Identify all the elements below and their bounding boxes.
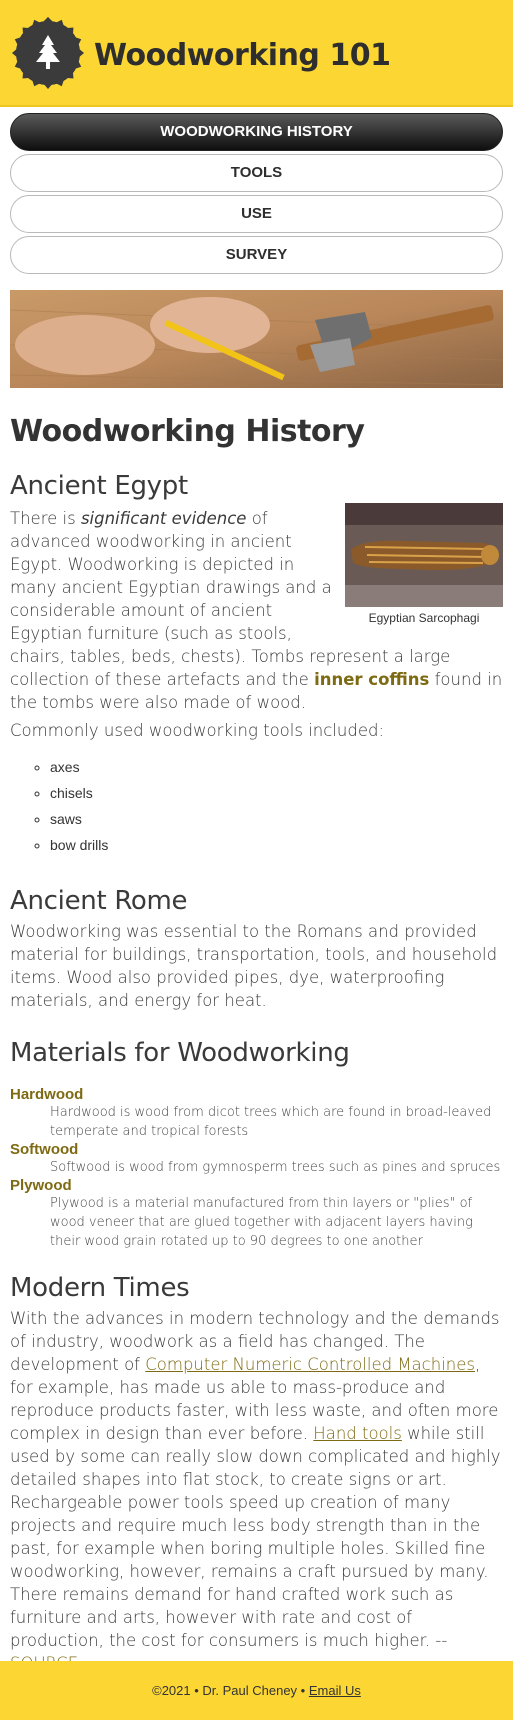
list-item: ◦ chisels <box>50 780 503 806</box>
modern-paragraph <box>10 1307 503 1675</box>
section-heading-ancient-rome: Ancient Rome <box>10 886 188 916</box>
modern-text-3: while still used by some can really slow down complicated and highly detailed shapes into flat stock, to create signs or art. Rechargeable power tools speed up creation of many projects and require much less body strength than in the past, for example when boring multiple holes. Skilled fine woodworking, however, remains a craft pursued by many. There remains demand for hand crafted work such as furniture and arts, however with rate and cost of production, the cost for consumers is much higher. -- <box>10 1424 501 1650</box>
term-hardwood: Hardwood <box>10 1086 84 1103</box>
tools-list <box>50 754 503 858</box>
nav-button-tools[interactable]: TOOLS <box>10 154 503 192</box>
strong-inner-coffins: inner coffins <box>314 670 430 689</box>
desc-softwood: Softwood is wood from gymnosperm trees such as pines and spruces <box>50 1160 501 1175</box>
nav-button-use[interactable]: USE <box>10 195 503 233</box>
site-header <box>0 0 513 107</box>
sarcophagus-image <box>345 503 503 607</box>
email-us-link[interactable]: Email Us <box>308 1683 361 1698</box>
modern-text-1: With the advances in modern technology and the demands of industry, woodwork as a field has changed. The development of <box>10 1309 500 1374</box>
list-item: ◦ axes <box>50 754 503 780</box>
desc-hardwood: Hardwood is wood from dicot trees which are found in broad-leaved temperate and tropical forests <box>50 1105 492 1139</box>
section-heading-modern-times: Modern Times <box>10 1273 190 1303</box>
saw-blade-tree-icon[interactable] <box>10 15 86 91</box>
main-content <box>0 414 513 1675</box>
figure-caption: Egyptian Sarcophagi <box>368 611 480 625</box>
hand-tools-link[interactable]: Hand tools <box>313 1424 402 1443</box>
tools-intro: Commonly used woodworking tools included: <box>10 721 385 740</box>
egypt-text-1: There is <box>10 509 81 528</box>
list-item: ◦ saws <box>50 806 503 832</box>
egypt-text-3: found in the tombs were also made of wood. <box>10 670 503 712</box>
modern-text-2: , for example, has made us able to mass-produce and reproduce products faster, with less waste, and often more complex in design than ever before. <box>10 1355 499 1443</box>
cnc-machines-link[interactable]: Computer Numeric Controlled Machines <box>145 1355 475 1374</box>
section-heading-materials: Materials for Woodworking <box>10 1038 350 1068</box>
rome-paragraph: Woodworking was essential to the Romans and provided material for buildings, transportation, tools, and household items. Wood also provided pipes, dye, waterproofing materials, and energy for heat. <box>10 922 498 1010</box>
egypt-text-2: of advanced woodworking in ancient Egypt. Woodworking is depicted in many ancient Egyptian drawings and a considerable amount of ancient Egyptian furniture (such as stools, chairs, tables, beds, chests). Tombs represent a large collection of these artefacts and the <box>10 509 451 689</box>
site-footer <box>0 1661 513 1720</box>
desc-plywood: Plywood is a material manufactured from thin layers or "plies" of wood veneer that are glued together with adjacent layers having their wood grain rotated up to 90 degrees to one another <box>50 1196 473 1249</box>
emphasis-significant-evidence: significant evidence <box>80 509 247 528</box>
figure-egyptian-sarcophagi <box>345 503 503 625</box>
list-item: ◦ bow drills <box>50 832 503 858</box>
banner-image <box>10 290 503 388</box>
nav-button-survey[interactable]: SURVEY <box>10 236 503 274</box>
footer-copyright: ©2021 • Dr. Paul Cheney • <box>152 1683 309 1698</box>
page-title: Woodworking History <box>10 414 365 449</box>
term-softwood: Softwood <box>10 1141 79 1158</box>
site-title: Woodworking 101 <box>94 38 391 73</box>
section-heading-ancient-egypt: Ancient Egypt <box>10 471 188 501</box>
main-nav <box>0 107 513 274</box>
materials-list <box>10 1086 503 1251</box>
term-plywood: Plywood <box>10 1177 72 1194</box>
nav-button-woodworking-history[interactable]: WOODWORKING HISTORY <box>10 113 503 151</box>
